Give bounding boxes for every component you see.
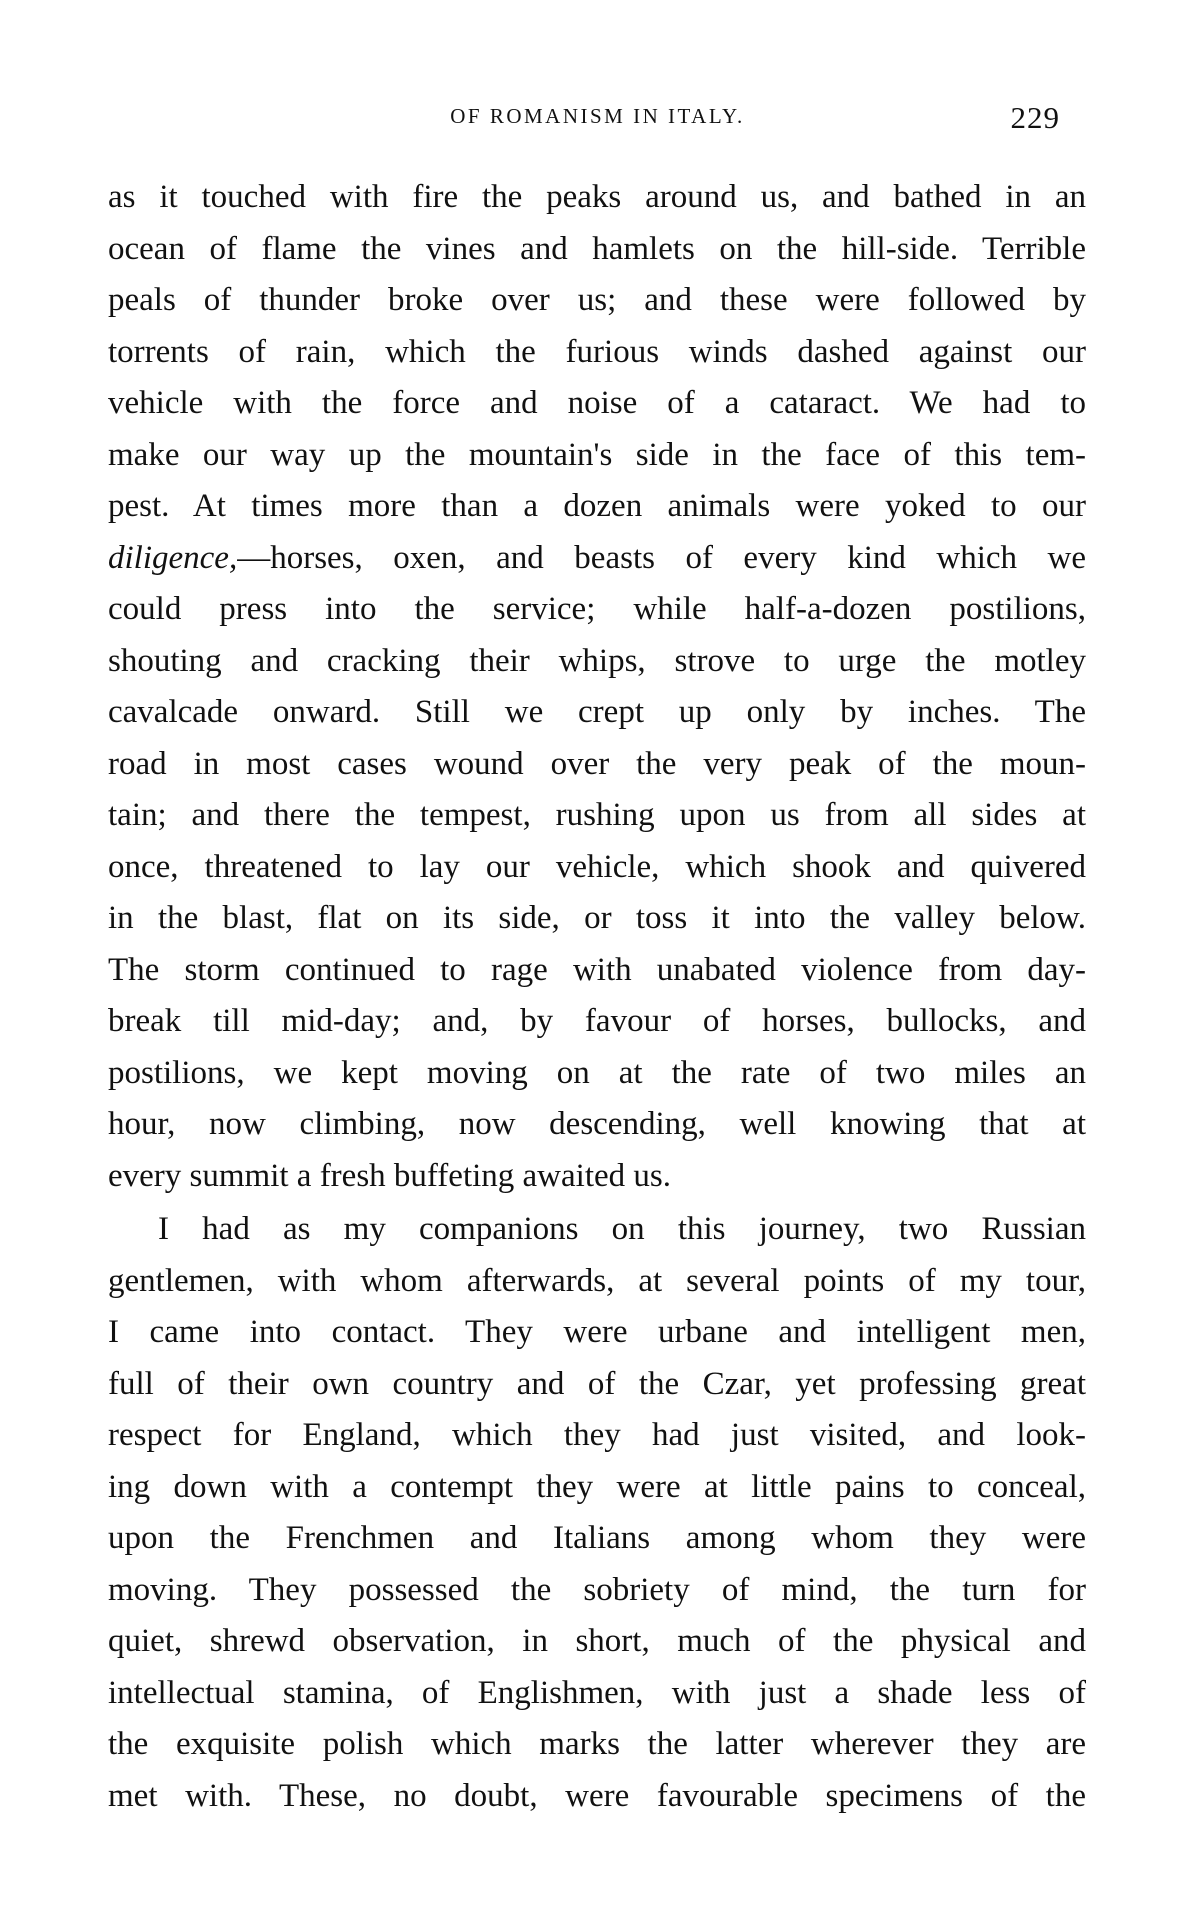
text-line: torrents of rain, which the furious winds dashed against our [108, 333, 1086, 370]
text-line: road in most cases wound over the very peak of the moun- [108, 745, 1086, 782]
text-line: as it touched with fire the peaks around us, and bathed in an [108, 179, 1086, 215]
text-line: ing down with a contempt they were at little pains to conceal, [108, 1468, 1086, 1505]
text-line: peals of thunder broke over us; and these were followed by [108, 282, 1086, 318]
paragraph [108, 1204, 1086, 1822]
text-line: make our way up the mountain's side in the face of this tem- [108, 436, 1086, 473]
text-line: once, threatened to lay our vehicle, which shook and quivered [108, 848, 1086, 885]
text-line: respect for England, which they had just visited, and look- [108, 1417, 1086, 1453]
text-line: could press into the service; while half-a-dozen postilions, [108, 591, 1086, 627]
text-line: intellectual stamina, of Englishmen, with just a shade less of [108, 1674, 1086, 1711]
text-line: met with. These, no doubt, were favourable specimens of the [108, 1777, 1086, 1814]
text-line: I came into contact. They were urbane and intelligent men, [108, 1314, 1086, 1350]
text-line: hour, now climbing, now descending, well knowing that at [108, 1106, 1086, 1142]
text-line: postilions, we kept moving on at the rate of two miles an [108, 1054, 1086, 1091]
text-line: gentlemen, with whom afterwards, at several points of my tour, [108, 1262, 1086, 1299]
text-line: shouting and cracking their whips, strove to urge the motley [108, 642, 1086, 679]
text-line: moving. They possessed the sobriety of mind, the turn for [108, 1571, 1086, 1608]
page-number: 229 [1010, 100, 1060, 135]
text-line: vehicle with the force and noise of a cataract. We had to [108, 385, 1086, 421]
text-line: ocean of flame the vines and hamlets on the hill-side. Terrible [108, 230, 1086, 267]
text-line: every summit a fresh buffeting awaited us. [108, 1157, 671, 1194]
body-text [108, 172, 1086, 1822]
text-line: pest. At times more than a dozen animals were yoked to our [108, 488, 1086, 524]
text-line: cavalcade onward. Still we crept up only by inches. The [108, 694, 1086, 730]
paragraph [108, 172, 1086, 1202]
text-line: The storm continued to rage with unabated violence from day- [108, 951, 1086, 988]
running-header [105, 100, 1090, 140]
text-line: upon the Frenchmen and Italians among whom they were [108, 1520, 1086, 1556]
text-line: in the blast, flat on its side, or toss it into the valley below. [108, 900, 1086, 936]
italic-word: diligence, [108, 539, 238, 576]
running-title: OF ROMANISM IN ITALY. [450, 104, 745, 128]
text-line: full of their own country and of the Czar, yet professing great [108, 1365, 1086, 1402]
text-line: the exquisite polish which marks the latter wherever they are [108, 1726, 1086, 1762]
text-line: tain; and there the tempest, rushing upon us from all sides at [108, 797, 1086, 833]
text-line: quiet, shrewd observation, in short, much of the physical and [108, 1623, 1086, 1659]
text-line: break till mid-day; and, by favour of horses, bullocks, and [108, 1003, 1086, 1039]
text-line: I had as my companions on this journey, two Russian [158, 1211, 1086, 1247]
text-line: diligence,—horses, oxen, and beasts of every kind which we [108, 539, 1086, 576]
